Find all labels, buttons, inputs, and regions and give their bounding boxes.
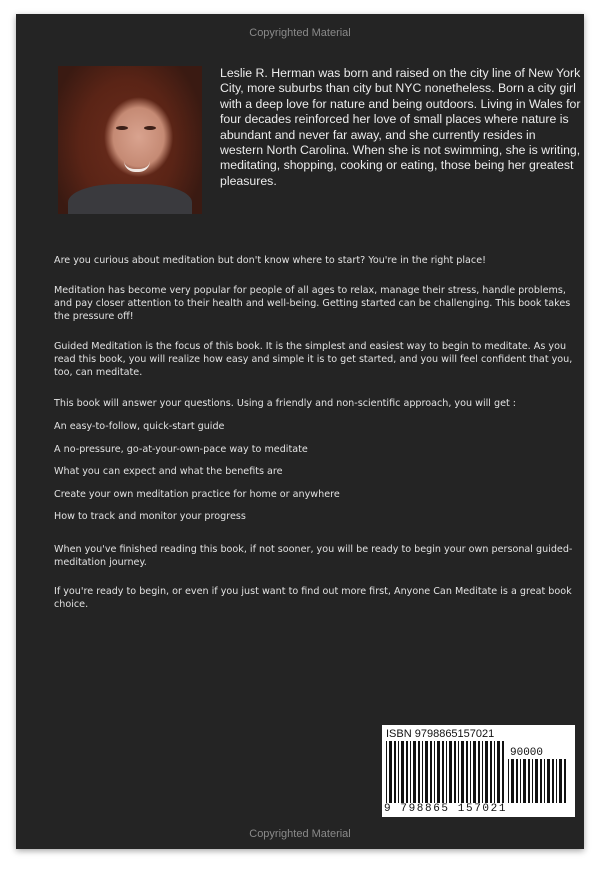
barcode-bar bbox=[446, 741, 447, 803]
barcode-bar bbox=[461, 741, 464, 803]
price-barcode-bars bbox=[508, 759, 566, 803]
barcode-bar bbox=[532, 759, 533, 803]
barcode-bar bbox=[389, 741, 392, 803]
photo-detail bbox=[116, 126, 128, 130]
copyright-watermark-top: Copyrighted Material bbox=[249, 27, 351, 39]
blurb-paragraph: Meditation has become very popular for people of all ages to relax, manage their stress, handle problems, and pay closer attention to their health and well-being. Getting started can be challenging. This book takes the pressure off! bbox=[54, 285, 571, 322]
barcode-bar bbox=[430, 741, 432, 803]
barcode-bar bbox=[406, 741, 408, 803]
barcode-bar bbox=[544, 759, 545, 803]
barcode-bar bbox=[478, 741, 480, 803]
barcode-bar bbox=[528, 759, 530, 803]
author-photo bbox=[58, 66, 202, 214]
barcode-bar bbox=[535, 759, 538, 803]
blurb-paragraph: Guided Meditation is the focus of this book. It is the simplest and easiest way to begin to meditate. As you read this book, you will realize how easy and simple it is to get started, and you will feel confident that you, too, can meditate. bbox=[54, 341, 573, 378]
barcode-bar bbox=[564, 759, 566, 803]
barcode-bar bbox=[556, 759, 557, 803]
blurb-paragraph: When you've finished reading this book, if not sooner, you will be ready to begin your own personal guided-meditation journey. bbox=[54, 544, 573, 568]
barcode-bar bbox=[516, 759, 518, 803]
benefit-item: How to track and monitor your progress bbox=[54, 511, 246, 522]
barcode-bar bbox=[394, 741, 396, 803]
barcode-bar bbox=[523, 759, 526, 803]
isbn-label: ISBN 9798865157021 bbox=[386, 728, 495, 740]
barcode-bar bbox=[511, 759, 514, 803]
barcode-bar bbox=[502, 741, 504, 803]
blurb-paragraph: This book will answer your questions. Using a friendly and non-scientific approach, you will get : bbox=[54, 398, 517, 409]
barcode-bar bbox=[449, 741, 452, 803]
barcode-bar bbox=[466, 741, 468, 803]
benefit-item: Create your own meditation practice for home or anywhere bbox=[54, 488, 340, 500]
barcode-bar bbox=[508, 759, 509, 803]
barcode-bar bbox=[398, 741, 399, 803]
barcode-bar bbox=[410, 741, 411, 803]
blurb-paragraph: Are you curious about meditation but don't know where to start? You're in the right place! bbox=[54, 255, 486, 266]
barcode-bar bbox=[458, 741, 459, 803]
book-blurb bbox=[54, 254, 574, 611]
barcode-bar bbox=[422, 741, 423, 803]
photo-detail bbox=[68, 184, 192, 214]
barcode-bar bbox=[425, 741, 428, 803]
barcode-bar bbox=[454, 741, 456, 803]
barcode-bar bbox=[485, 741, 488, 803]
barcode-bar bbox=[470, 741, 471, 803]
barcode-bar bbox=[494, 741, 495, 803]
barcode-bar bbox=[473, 741, 476, 803]
barcode-digits: 9 798865 157021 bbox=[384, 803, 508, 815]
barcode-bar bbox=[520, 759, 521, 803]
barcode-bar bbox=[490, 741, 492, 803]
barcode-bar bbox=[482, 741, 483, 803]
barcode-bar bbox=[401, 741, 404, 803]
author-bio: Leslie R. Herman was born and raised on the city line of New York City, more suburbs than city but NYC nonetheless. Born a city girl with a deep love for nature and being outdoors. Living in Wales for four decades reinforced her love of small places where nature is abundant and never far away, and she currently resides in western North Carolina. When she is not swimming, she is writing, meditating, shopping, cooking or eating, those being her greatest pleasures. bbox=[220, 66, 581, 188]
barcode-bars bbox=[386, 741, 504, 803]
back-cover bbox=[16, 14, 584, 849]
benefit-item: What you can expect and what the benefits are bbox=[54, 466, 283, 477]
blurb-paragraph: If you're ready to begin, or even if you just want to find out more first, Anyone Can Meditate is a great book choice. bbox=[54, 586, 572, 610]
barcode-bar bbox=[442, 741, 444, 803]
price-code: 90000 bbox=[510, 747, 544, 759]
barcode-bar bbox=[418, 741, 420, 803]
benefit-item: An easy-to-follow, quick-start guide bbox=[54, 421, 225, 432]
barcode-bar bbox=[559, 759, 562, 803]
barcode-bar bbox=[434, 741, 435, 803]
benefit-item: A no-pressure, go-at-your-own-pace way to meditate bbox=[54, 443, 308, 455]
barcode-bar bbox=[547, 759, 550, 803]
barcode-bar bbox=[552, 759, 554, 803]
photo-detail bbox=[124, 161, 150, 172]
barcode-bar bbox=[437, 741, 440, 803]
barcode-bar bbox=[413, 741, 416, 803]
barcode-bar bbox=[497, 741, 500, 803]
barcode-bar bbox=[540, 759, 542, 803]
copyright-watermark-bottom: Copyrighted Material bbox=[249, 828, 351, 840]
barcode-bar bbox=[386, 741, 387, 803]
photo-detail bbox=[144, 126, 156, 130]
isbn-barcode bbox=[382, 725, 575, 817]
